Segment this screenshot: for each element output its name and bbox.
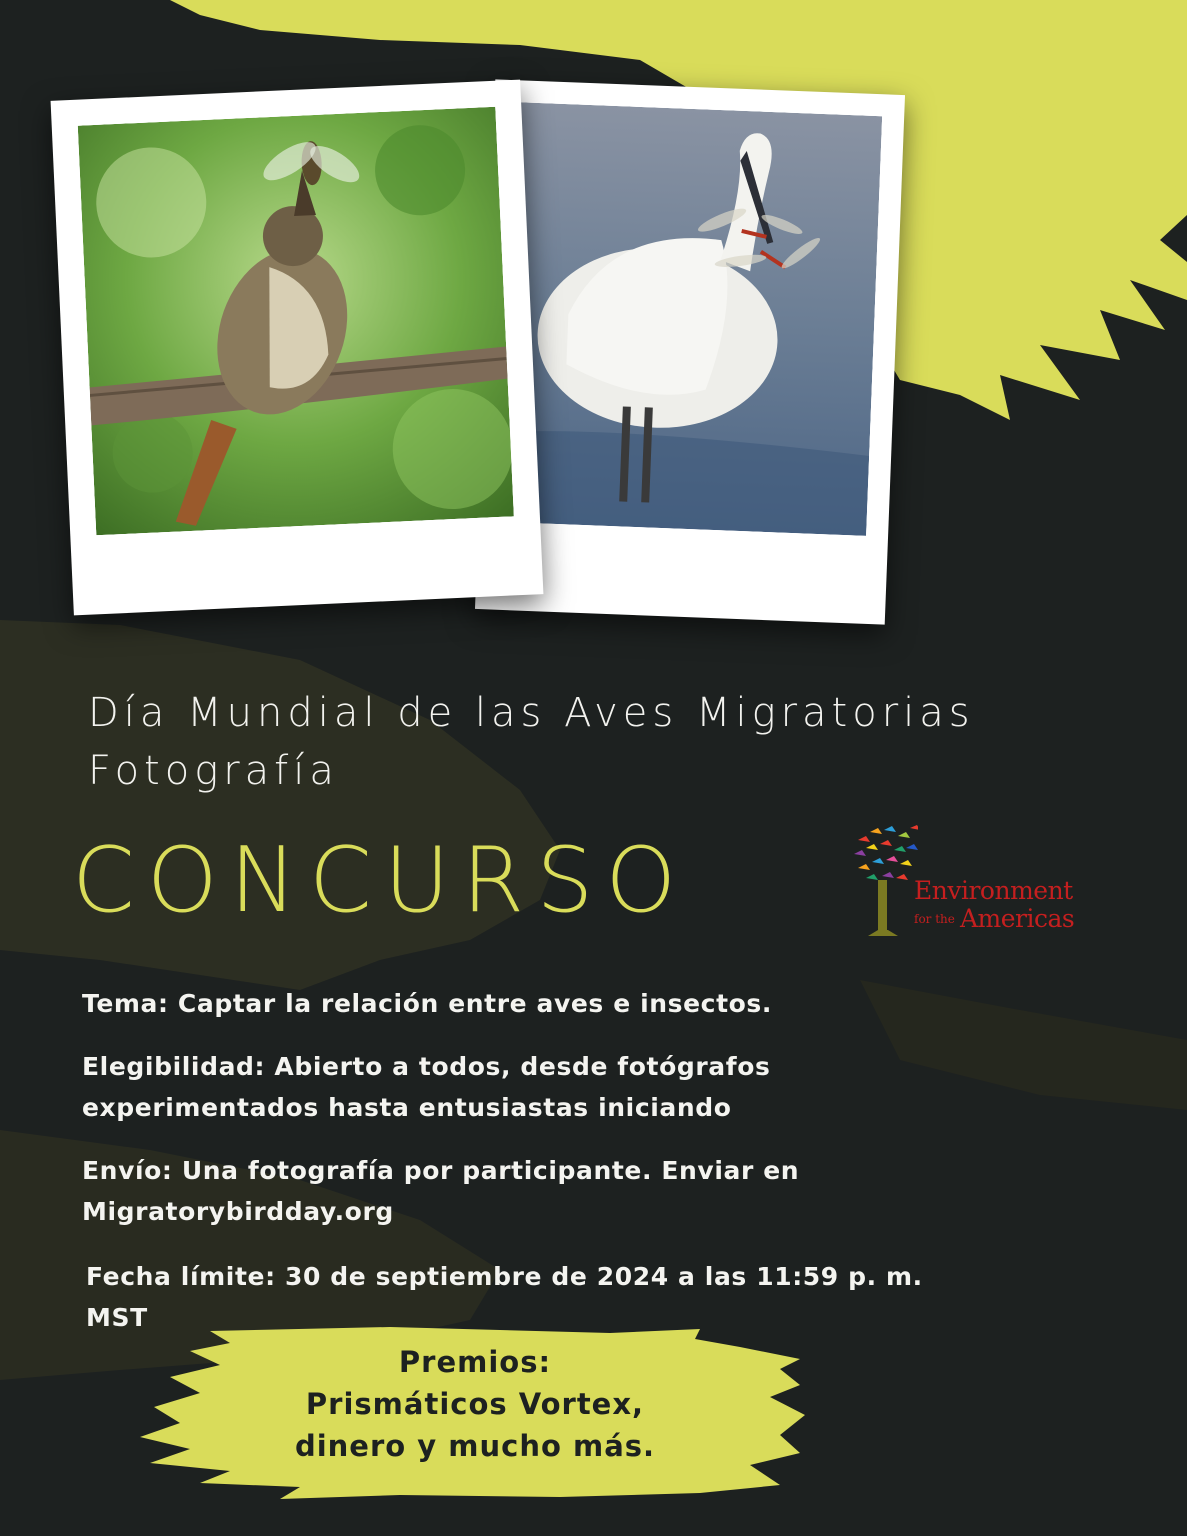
- polaroid-flycatcher: [51, 80, 544, 616]
- logo-text-environment: Environment: [914, 876, 1073, 905]
- flycatcher-photo: [78, 107, 514, 536]
- environment-for-the-americas-logo: [848, 820, 1108, 945]
- logo-text-for-the: for the: [914, 912, 955, 926]
- info-eligibility: [82, 1046, 771, 1128]
- headline: CONCURSO: [72, 828, 689, 933]
- info-eligibility-line-1: Elegibilidad: Abierto a todos, desde fotógrafos: [82, 1052, 771, 1081]
- info-theme: [82, 983, 772, 1024]
- olive-brush-stroke-top: [0, 620, 560, 990]
- event-subtitle: Fotografía: [88, 748, 339, 794]
- event-title: Día Mundial de las Aves Migratorias: [88, 690, 975, 736]
- egret-photo: [500, 102, 882, 536]
- prizes-line-1: Prismáticos Vortex,: [305, 1387, 645, 1421]
- tree-of-birds-icon: [848, 820, 918, 945]
- info-submission-line-1: Envío: Una fotografía por participante. Enviar en: [82, 1156, 800, 1185]
- info-theme-text: Tema: Captar la relación entre aves e insectos.: [82, 989, 772, 1018]
- info-submission: [82, 1150, 799, 1232]
- prizes-line-2: dinero y mucho más.: [294, 1429, 656, 1463]
- info-deadline-line-2: MST: [86, 1303, 148, 1332]
- info-submission-link[interactable]: Migratorybirdday.org: [82, 1197, 394, 1226]
- logo-text-americas: Americas: [960, 904, 1075, 933]
- prizes-heading: Premios:: [398, 1345, 552, 1379]
- olive-brush-stroke-right: [860, 980, 1187, 1110]
- info-deadline-line-1: Fecha límite: 30 de septiembre de 2024 a las 11:59 p. m.: [86, 1262, 923, 1291]
- info-eligibility-line-2: experimentados hasta entusiastas iniciando: [82, 1093, 732, 1122]
- prizes-block: [140, 1325, 810, 1500]
